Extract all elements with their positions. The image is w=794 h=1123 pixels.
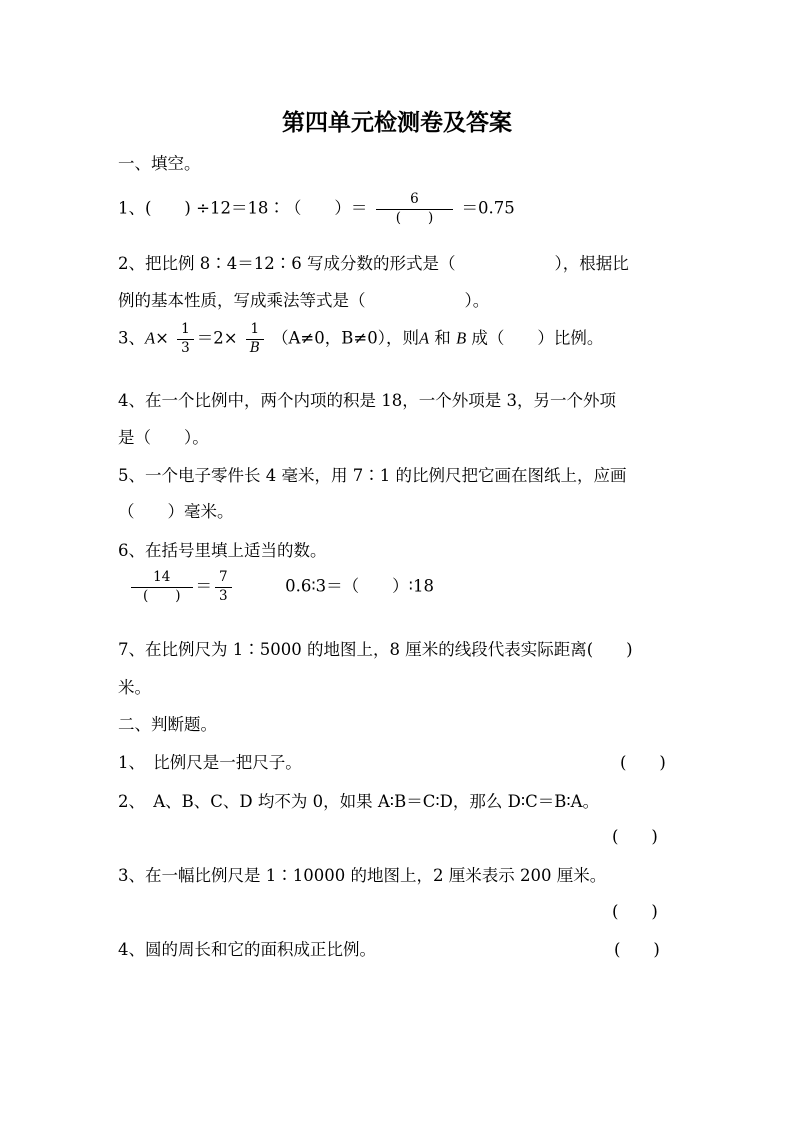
- q3-fraction-1: [177, 322, 194, 356]
- q3-equals: ＝2×: [196, 328, 238, 348]
- q3-condition-b: B≠0），则: [341, 328, 419, 348]
- q6-equals: ＝: [195, 576, 213, 596]
- judge-2-answer-blank: ( ): [612, 827, 658, 846]
- q3-var-a2: A: [418, 328, 430, 348]
- judge-1-text: 1、 比例尺是一把尺子。: [118, 753, 302, 772]
- question-7-line-2: 米。: [118, 678, 151, 697]
- q6-f2-numerator: 7: [219, 569, 228, 585]
- q3-tail: 成（ ）比例。: [466, 328, 604, 348]
- q3-fraction-2: [246, 322, 264, 356]
- question-4-line-1: 4、在一个比例中，两个内项的积是 18，一个外项是 3，另一个外项: [118, 391, 616, 410]
- q6-part-2: 0.6∶3＝（ ）∶18: [285, 576, 434, 596]
- question-6-text: 6、在括号里填上适当的数。: [118, 541, 327, 560]
- q3-and: 和: [429, 328, 457, 348]
- q1-fraction: [376, 192, 454, 226]
- q6-f2-denominator: 3: [215, 587, 232, 605]
- section-judge-heading: 二、判断题。: [118, 715, 217, 734]
- q3-f1-denominator: 3: [177, 339, 194, 357]
- q3-condition-a: （A≠0，: [272, 328, 342, 348]
- q6-f1-denominator: ( ): [131, 587, 193, 605]
- question-2-line-2: 例的基本性质，写成乘法等式是（ ）。: [118, 291, 490, 310]
- question-4-line-2: 是（ ）。: [118, 428, 209, 447]
- q3-f2-denominator: B: [246, 339, 264, 357]
- q3-f2-numerator: 1: [250, 321, 260, 337]
- judge-1-answer-blank: ( ): [620, 753, 666, 772]
- judge-3-text: 3、在一幅比例尺是 1∶10000 的地图上，2 厘米表示 200 厘米。: [118, 866, 607, 885]
- question-5-line-1: 5、一个电子零件长 4 毫米，用 7∶1 的比例尺把它画在图纸上，应画: [118, 466, 627, 485]
- q1-text-a: 1、( ) ÷12＝18∶（ ）＝: [118, 198, 368, 218]
- q3-f1-numerator: 1: [181, 321, 190, 337]
- q3-var-a: A: [145, 328, 156, 348]
- question-3: [118, 322, 603, 356]
- section-fill-in-heading: 一、填空。: [118, 154, 201, 173]
- question-7-line-1: 7、在比例尺为 1∶5000 的地图上，8 厘米的线段代表实际距离( ): [118, 640, 633, 659]
- q6-f1-numerator: 14: [153, 569, 171, 585]
- q3-times: ×: [155, 328, 169, 348]
- judge-3-answer-blank: ( ): [612, 902, 658, 921]
- judge-4-answer-blank: ( ): [614, 940, 660, 959]
- question-5-line-2: （ ）毫米。: [118, 502, 234, 521]
- question-1: [118, 192, 515, 226]
- q1-fraction-denominator: ( ): [376, 209, 454, 227]
- q1-text-b: ＝0.75: [461, 198, 515, 218]
- q6-fraction-2: [215, 570, 232, 604]
- judge-2-text: 2、 A、B、C、D 均不为 0，如果 A∶B＝C∶D，那么 D∶C＝B∶A。: [118, 792, 600, 811]
- q3-number: 3、: [118, 328, 145, 348]
- question-6-expressions: [128, 570, 434, 604]
- judge-4-text: 4、圆的周长和它的面积成正比例。: [118, 940, 376, 959]
- q1-fraction-numerator: 6: [410, 191, 419, 207]
- question-2-line-1: 2、把比例 8∶4＝12∶6 写成分数的形式是（ ），根据比: [118, 254, 629, 273]
- q3-var-b2: B: [456, 328, 467, 348]
- page-title: 第四单元检测卷及答案: [282, 110, 512, 136]
- q6-fraction-1: [131, 570, 193, 604]
